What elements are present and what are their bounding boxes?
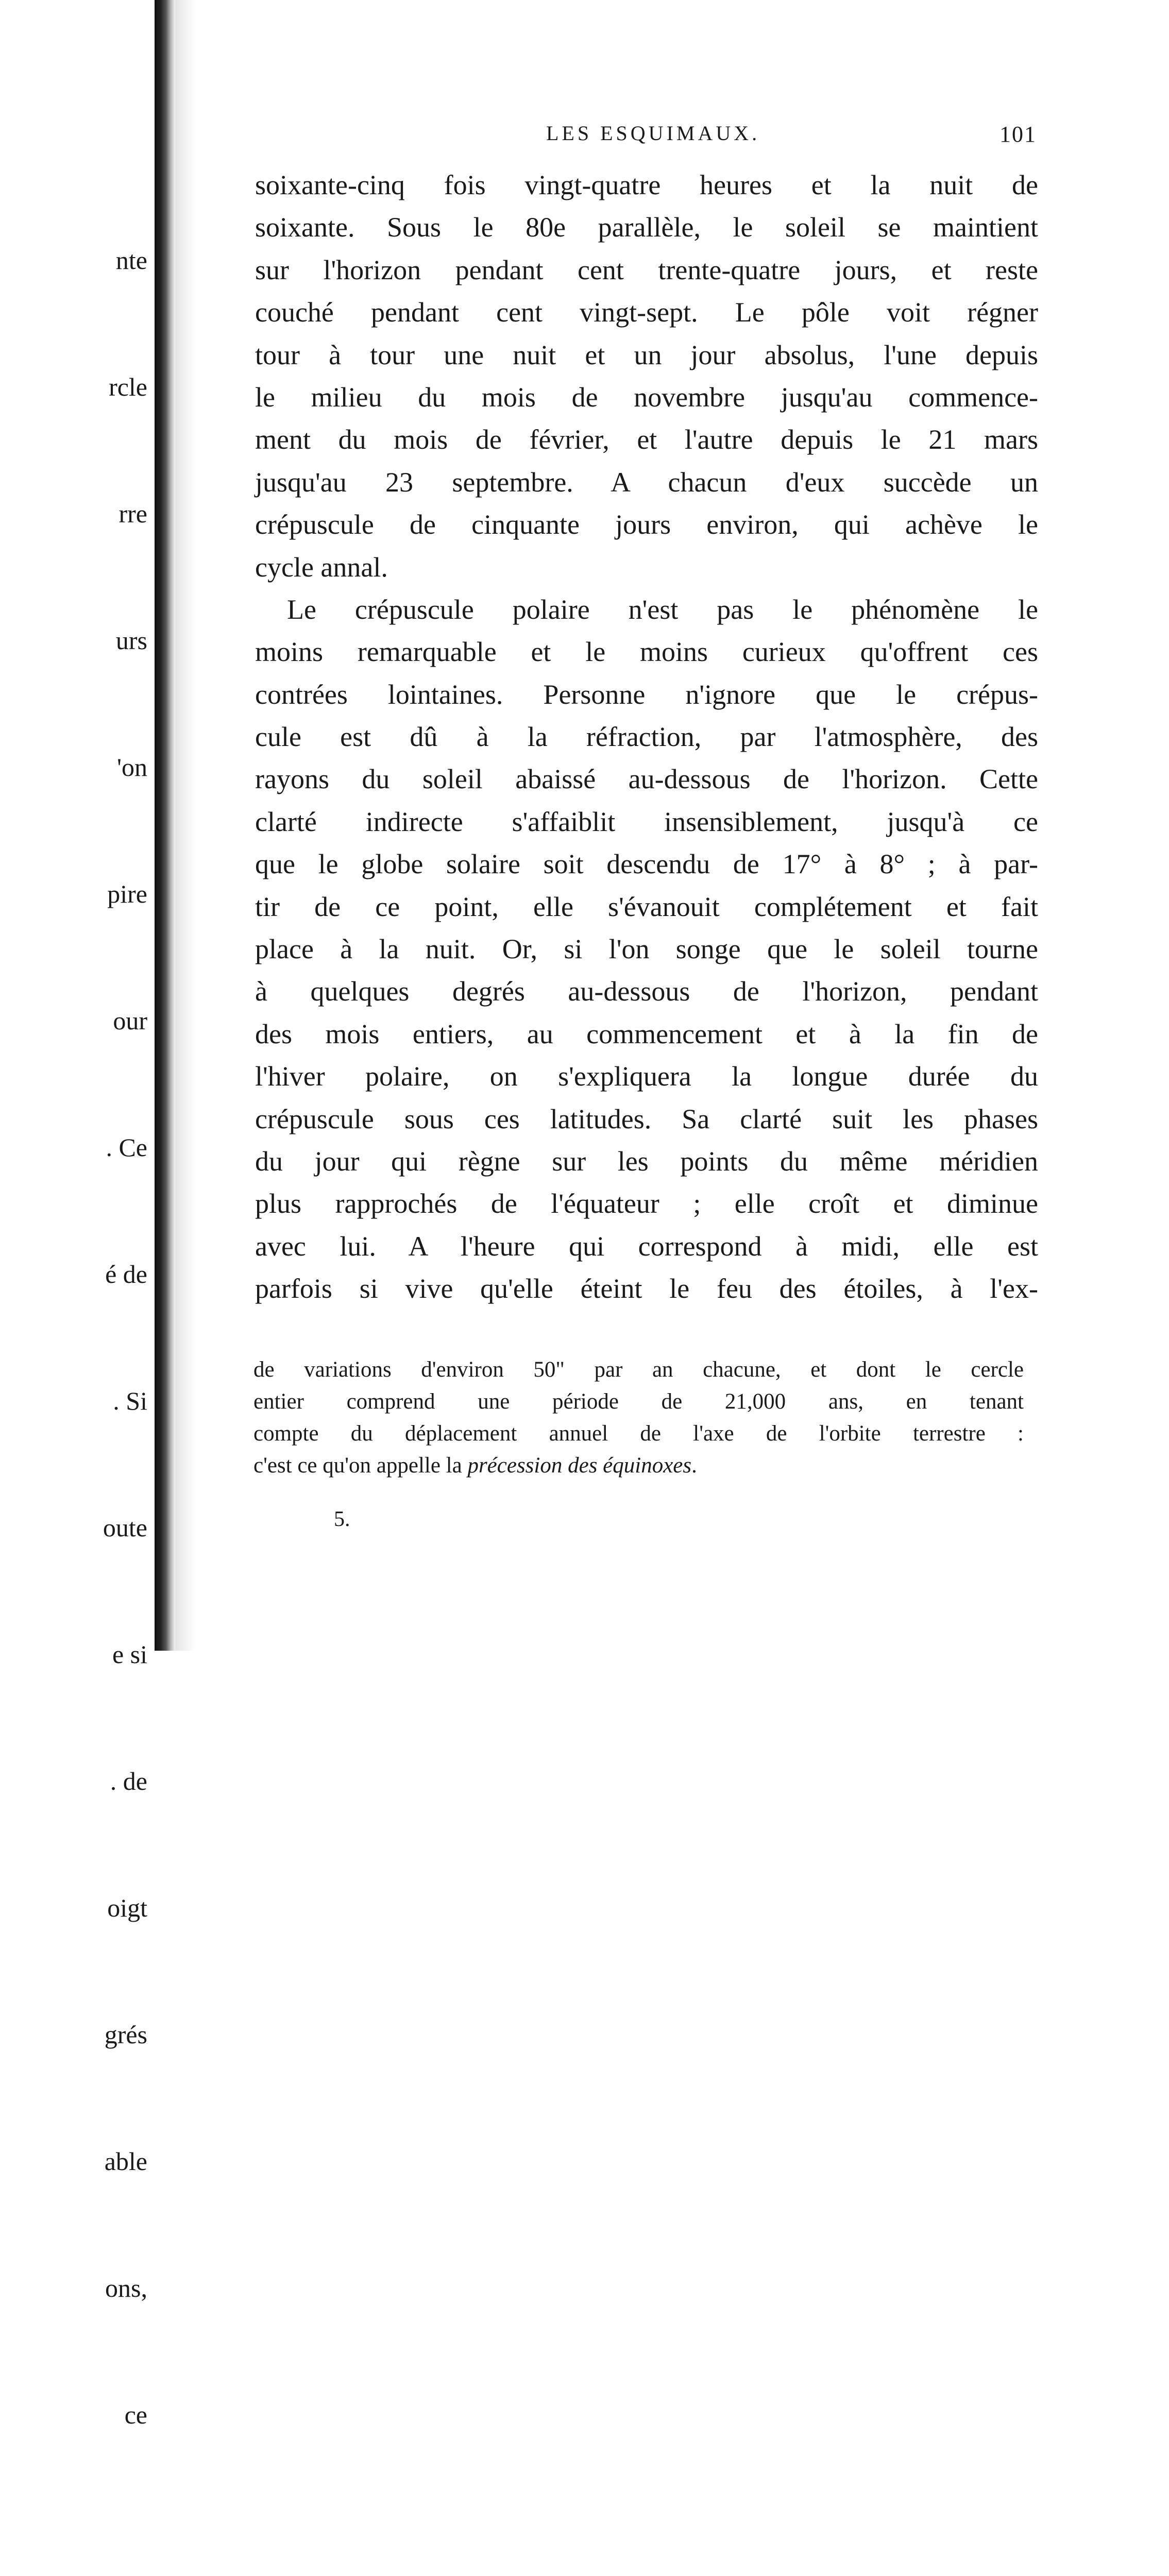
text-line: des mois entiers, au commencement et à la fin de — [255, 1018, 1038, 1049]
text-line: à quelques degrés au-dessous de l'horizon, pendant — [255, 976, 1038, 1007]
gutter-shadow — [175, 0, 196, 1651]
text-line: rayons du soleil abaissé au-dessous de l'horizon. Cette — [255, 764, 1038, 795]
left-line: ce — [124, 2400, 147, 2429]
text-line: du jour qui règne sur les points du même méridien — [255, 1145, 1038, 1177]
text-line: tour à tour une nuit et un jour absolus, l'une depuis — [255, 339, 1038, 370]
left-line: ons, — [105, 2274, 147, 2302]
body-text — [255, 164, 1038, 1310]
text-line: contrées lointaines. Personne n'ignore que le crépus- — [255, 679, 1038, 710]
left-line: 'on — [116, 753, 147, 782]
text-line: soixante-cinq fois vingt-quatre heures et la nuit de — [255, 170, 1038, 200]
book-gutter — [155, 0, 175, 1651]
text-line: Le crépuscule polaire n'est pas le phénomène le — [287, 594, 1038, 625]
footnote — [253, 1354, 1024, 1482]
text-line: tir de ce point, elle s'évanouit complétement et fait — [255, 891, 1038, 922]
left-line: rcle — [109, 372, 147, 401]
text-line: jusqu'au 23 septembre. A chacun d'eux succède un — [255, 466, 1038, 498]
text-line: cycle annal. — [255, 551, 388, 583]
left-line: e si — [112, 1640, 147, 1669]
page-number: 101 — [999, 122, 1037, 147]
left-line: oute — [103, 1513, 147, 1542]
footnote-italic-term: précession des équinoxes — [467, 1453, 692, 1478]
left-line: . de — [110, 1767, 147, 1795]
text-line: que le globe solaire soit descendu de 17° à 8° ; à par- — [255, 849, 1038, 880]
text-line: plus rapprochés de l'équateur ; elle croît et diminue — [255, 1188, 1038, 1219]
footnote-line-suffix: . — [691, 1453, 697, 1478]
text-line: l'hiver polaire, on s'expliquera la longue durée du — [255, 1061, 1038, 1092]
left-line: nte — [115, 246, 147, 275]
text-line: couché pendant cent vingt-sept. Le pôle voit régner — [255, 297, 1038, 328]
left-line: rre — [118, 499, 147, 528]
left-line: é de — [105, 1260, 147, 1289]
footnote-line: compte du déplacement annuel de l'axe de l'orbite terrestre : — [253, 1421, 1024, 1446]
footnote-line: entier comprend une période de 21,000 ans, en tenant — [253, 1389, 1024, 1414]
text-line: crépuscule de cinquante jours environ, qui achève le — [255, 509, 1038, 540]
left-line: pire — [107, 879, 147, 908]
text-line: ment du mois de février, et l'autre depuis le 21 mars — [255, 424, 1038, 455]
left-line — [103, 2520, 147, 2563]
left-line: able — [104, 2147, 147, 2176]
left-line: . Ce — [106, 1133, 147, 1162]
text-line: cule est dû à la réfraction, par l'atmosphère, des — [255, 721, 1038, 753]
footnote-line — [253, 1450, 1024, 1482]
running-head: LES ESQUIMAUX. — [546, 122, 760, 145]
left-line: . Si — [113, 1386, 147, 1415]
right-page — [196, 0, 1169, 1651]
footnote-line: de variations d'environ 50" par an chacune, et dont le cercle — [253, 1358, 1024, 1382]
left-facing-page — [0, 0, 155, 2429]
text-line: sur l'horizon pendant cent trente-quatre jours, et reste — [255, 254, 1038, 285]
left-line: oigt — [107, 1893, 147, 1922]
text-line: place à la nuit. Or, si l'on songe que le soleil tourne — [255, 934, 1038, 965]
left-page-text-fragments — [103, 155, 147, 2576]
signature-mark: 5. — [334, 1507, 350, 1531]
text-line: moins remarquable et le moins curieux qu'offrent ces — [255, 636, 1038, 668]
left-line: our — [113, 1006, 147, 1035]
left-line: grés — [104, 2020, 147, 2049]
left-line: urs — [115, 626, 147, 655]
text-line: crépuscule sous ces latitudes. Sa clarté suit les phases — [255, 1103, 1038, 1134]
text-line: parfois si vive qu'elle éteint le feu des étoiles, à l'ex- — [255, 1273, 1038, 1304]
text-line: soixante. Sous le 80e parallèle, le soleil se maintient — [255, 212, 1038, 243]
text-line: clarté indirecte s'affaiblit insensiblement, jusqu'à ce — [255, 806, 1038, 837]
text-line: le milieu du mois de novembre jusqu'au commence- — [255, 381, 1038, 413]
text-line: avec lui. A l'heure qui correspond à midi, elle est — [255, 1230, 1038, 1262]
footnote-line-prefix: c'est ce qu'on appelle la — [253, 1453, 468, 1478]
